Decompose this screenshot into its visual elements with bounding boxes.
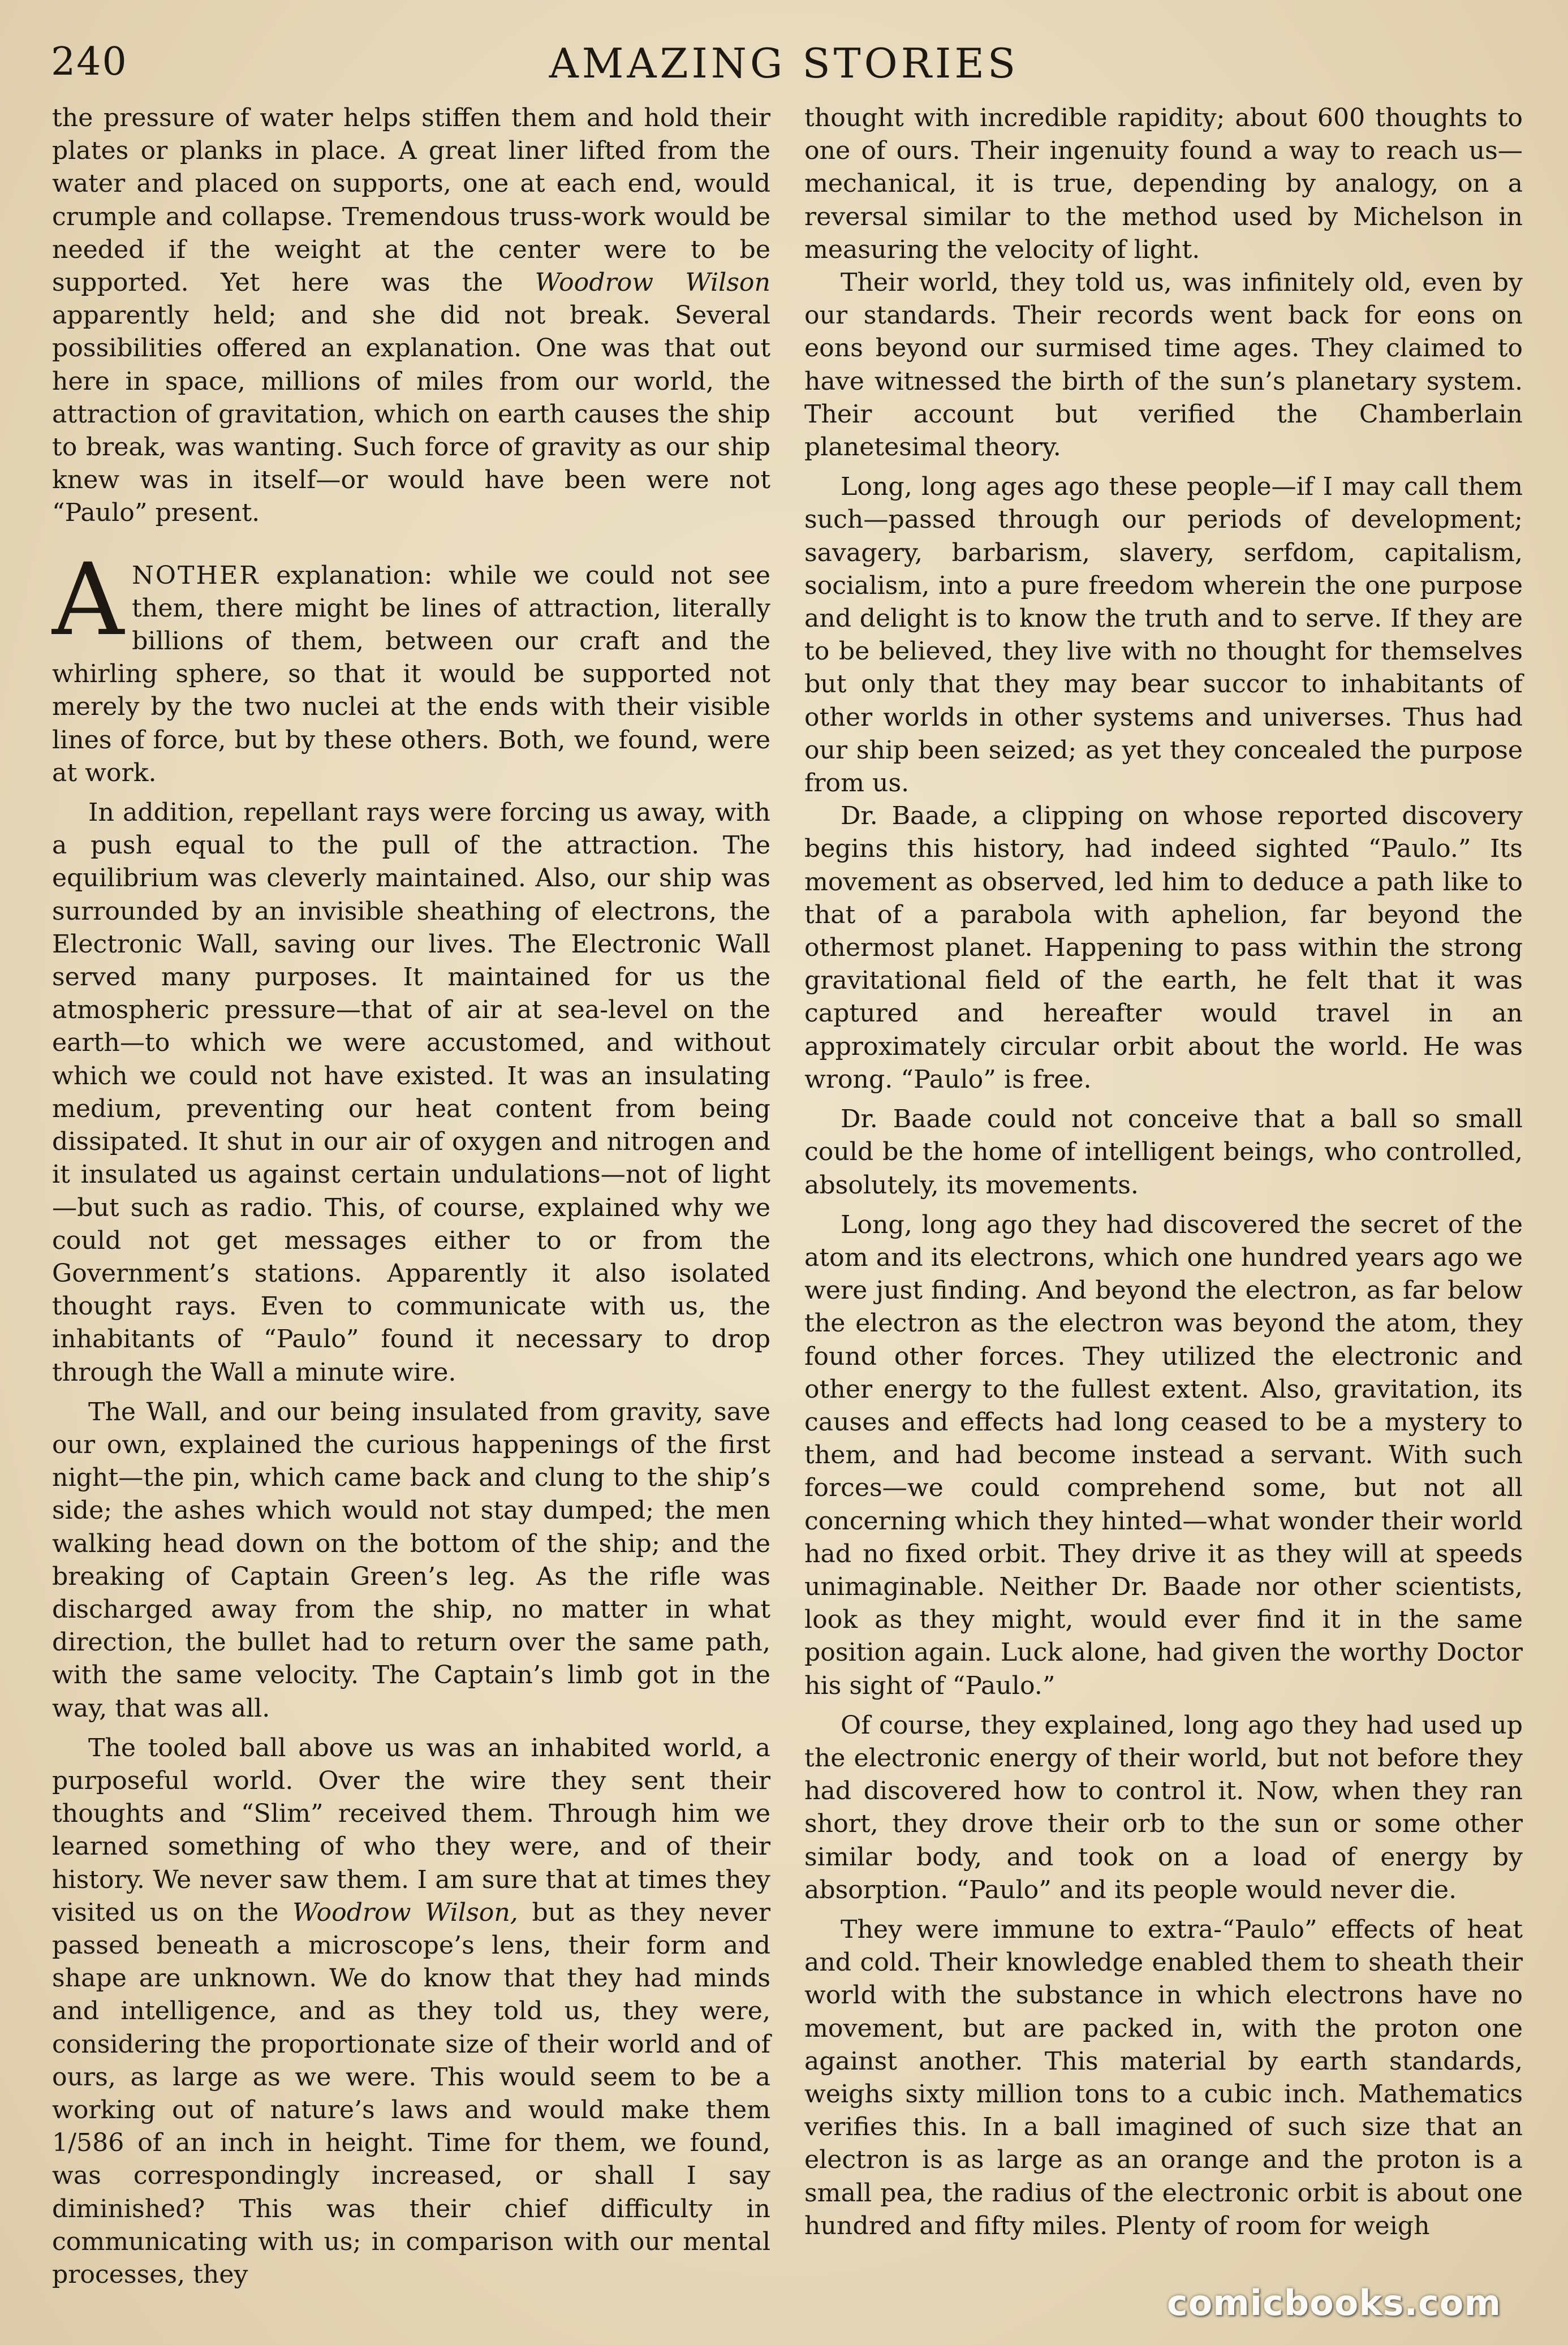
paragraph: In addition, repellant rays were forcing us away, with a push equal to the pull of the attraction. The equilibrium was cleverly maintained. Also, our ship was surrounded by an invisible sheathing of electrons, the Electronic Wall, saving our lives. The Electronic Wall served many purposes. It maintained for us the atmospheric pressure—that of air at sea-level on the earth—to which we were accustomed, and without which we could not have existed. It was an insulating medium, preventing our heat content from being dissipated. It shut in our air of oxygen and nitrogen and it insulated us against certain undulations—not of light—but such as radio. This, of course, explained why we could not get messages either to or from the Government’s stations. Apparently it also isolated thought rays. Even to communicate with us, the inhabitants of “Paulo” found it necessary to drop through the Wall a minute wire. (52, 798, 770, 1387)
page-number: 240 (51, 40, 128, 84)
paragraph: the pressure of water helps stiffen them and hold their plates or planks in place. A great liner lifted from the water and placed on supports, one at each end, would crumple and collapse. Tremendous truss-work would be needed if the weight at the center were to be supported. Yet here was the Woodrow Wilson apparently held; and she did not break. Several possibilities offered an explanation. One was that out here in space, millions of miles from our world, the attraction of gravitation, which on earth causes the ship to break, was wanting. Such force of gravity as our ship knew was in itself—or would have been were not “Paulo” present. (52, 104, 770, 528)
paragraph: They were immune to extra-“Paulo” effects of heat and cold. Their knowledge enabled them to sheath their world with the substance in which electrons have no movement, but are packed in, with the proton one against another. This material by earth standards, weighs sixty million tons to a cubic inch. Mathematics verifies this. In a ball imagined of such size that an electron is as large as an orange and the proton is a small pea, the radius of the electronic orbit is about one hundred and fifty miles. Plenty of room for weigh (804, 1915, 1523, 2240)
drop-cap: A (52, 541, 124, 658)
ship-name: Woodrow Wilson (535, 268, 770, 298)
paragraph: Dr. Baade could not conceive that a ball so small could be the home of intelligent beings, who controlled, absolutely, its movements. (804, 1105, 1523, 1200)
paragraph: Their world, they told us, was infinitely old, even by our standards. Their records went back for eons on eons beyond our surmised time ages. They claimed to have witnessed the birth of the sun’s planetary system. Their account but verified the Chamberlain planetesimal theory. (804, 268, 1523, 462)
paragraph: Of course, they explained, long ago they had used up the electronic energy of their world, but not before they had discovered how to control it. Now, when they ran short, they drove their orb to the sun or some other similar body, and took on a load of energy by absorption. “Paulo” and its people would never die. (804, 1710, 1523, 1904)
paragraph: Long, long ages ago these people—if I may call them such—passed through our periods of development; savagery, barbarism, slavery, serfdom, capitalism, socialism, into a pure freedom wherein the one purpose and delight is to know the truth and to serve. If they are to be believed, they live with no thought for themselves but only that they may bear succor to inhabitants of other worlds in other systems and universes. Thus had our ship been seized; as yet they concealed the purpose from us. (804, 472, 1523, 798)
running-title: AMAZING STORIES (549, 40, 1019, 87)
paragraph: thought with incredible rapidity; about 600 thoughts to one of ours. Their ingenuity found a way to reach us—mechanical, it is true, depending by analogy, on a reversal similar to the method used by Michelson in measuring the velocity of light. (804, 104, 1523, 264)
paragraph: Dr. Baade, a clipping on whose reported discovery begins this history, had indeed sighted “Paulo.” Its movement as observed, led him to deduce a path like to that of a parabola with aphelion, far beyond the othermost planet. Happening to pass within the strong gravitational field of the earth, he felt that it was captured and hereafter would travel in an approximately circular orbit about the world. He was wrong. “Paulo” is free. (804, 801, 1523, 1094)
page-header (51, 40, 1517, 96)
small-caps: NOTHER (132, 561, 260, 590)
paragraph: The Wall, and our being insulated from gravity, save our own, explained the curious happenings of the first night—the pin, which came back and clung to the ship’s side; the ashes which would not stay dumped; the men walking head down on the bottom of the ship; and the breaking of Captain Green’s leg. As the rifle was discharged away from the ship, no matter in what direction, the bullet had to return over the same path, with the same velocity. The Captain’s limb got in the way, that was all. (52, 1397, 770, 1723)
right-column (804, 102, 1523, 2243)
paragraph: Long, long ago they had discovered the secret of the atom and its electrons, which one hundred years ago we were just finding. And beyond the electron, as far below the electron as the electron was beyond the atom, they found other forces. They utilized the electronic and other energy to the fullest extent. Also, gravitation, its causes and effects had long ceased to be a mystery to them, and had become instead a servant. With such forces—we could comprehend some, but not all concerning which they hinted—what wonder their world had no fixed orbit. They drive it as they will at speeds unimaginable. Neither Dr. Baade nor other scientists, look as they might, would ever find it in the same position again. Luck alone, had given the worthy Doctor his sight of “Paulo.” (804, 1210, 1523, 1700)
paragraph: The tooled ball above us was an inhabited world, a purposeful world. Over the wire they sent their thoughts and “Slim” received them. Through him we learned something of who they were, and of their history. We never saw them. I am sure that at times they visited us on the Woodrow Wilson, but as they never passed beneath a microscope’s lens, their form and shape are unknown. We do know that they had minds and intelligence, and as they told us, they were, considering the proportionate size of their world and of ours, as large as we were. This would seem to be a working out of nature’s laws and would make them 1/586 of an inch in height. Time for them, we found, was correspondingly increased, or shall I say diminished? This was their chief difficulty in communicating with us; in comparison with our mental processes, they (52, 1733, 770, 2289)
site-watermark: comicbooks.com (1166, 2282, 1501, 2324)
ship-name: Woodrow Wilson, (292, 1898, 518, 1927)
paragraph-dropcap: ANOTHER explanation: while we could not see them, there might be lines of attraction, literally billions of them, between our craft and the whirling sphere, so that it would be supported not merely by the two nuclei at the ends with their visible lines of force, but by these others. Both, we found, were at work. (52, 541, 770, 787)
left-column (52, 102, 770, 2291)
